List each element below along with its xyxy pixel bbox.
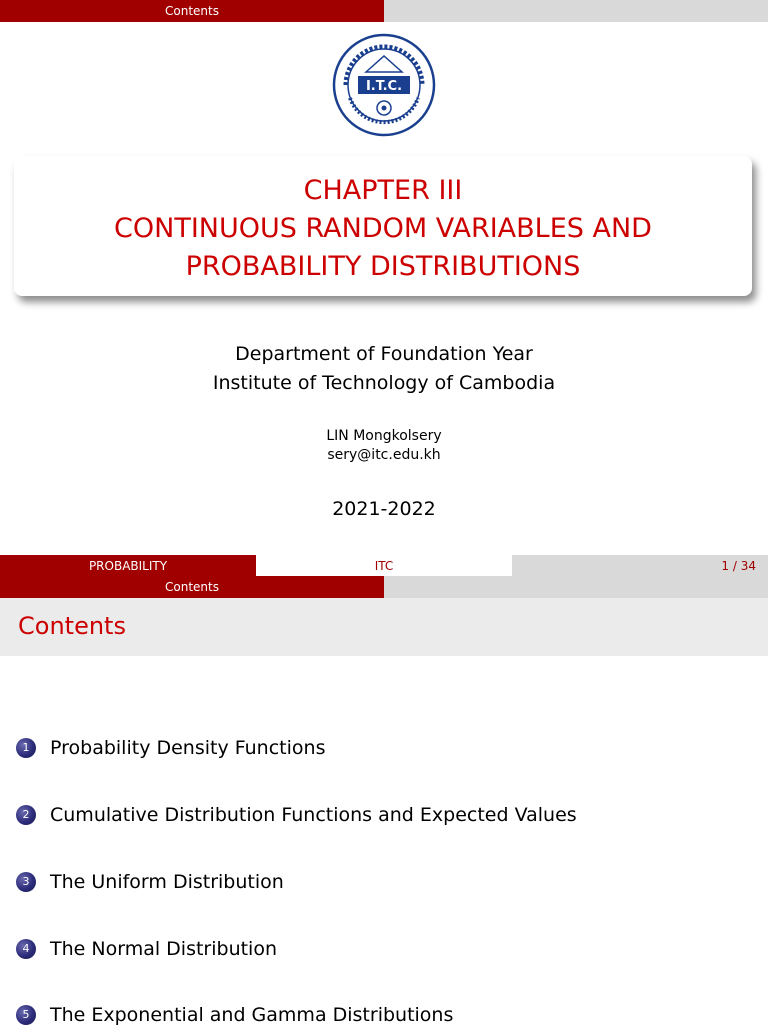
toc-label-5: The Exponential and Gamma Distributions (50, 1004, 454, 1026)
toc-label-4: The Normal Distribution (50, 938, 278, 960)
slide-footer-bar (0, 555, 768, 577)
institute-name: Institute of Technology of Cambodia (212, 372, 556, 394)
department-name: Department of Foundation Year (235, 343, 533, 365)
toc-item-5[interactable] (16, 997, 453, 1033)
toc-item-3[interactable] (16, 864, 284, 900)
chapter-number: CHAPTER III (303, 175, 463, 206)
chapter-title-line-1: CONTINUOUS RANDOM VARIABLES AND (114, 213, 652, 244)
author-name: LIN Mongkolsery (326, 428, 442, 444)
frame-title-bar (0, 598, 768, 656)
toc-item-4[interactable] (16, 931, 277, 967)
toc-number-5: 5 (16, 1005, 36, 1025)
footer-institute: ITC (256, 555, 512, 577)
header-section-label-2[interactable]: Contents (0, 576, 384, 598)
author-email: sery@itc.edu.kh (327, 447, 441, 463)
header-subsection-area (384, 0, 768, 22)
chapter-title-line-2: PROBABILITY DISTRIBUTIONS (185, 251, 581, 282)
chapter-title-box (14, 156, 752, 296)
toc-number-3: 3 (16, 872, 36, 892)
toc-item-1[interactable] (16, 730, 325, 766)
institution-block (0, 340, 768, 398)
footer-page-number: 1 / 34 (512, 555, 768, 577)
author-block (0, 427, 768, 465)
itc-logo-icon (332, 32, 436, 138)
toc-item-2[interactable] (16, 797, 577, 833)
slide-header-bar-2 (0, 576, 768, 598)
toc-label-2: Cumulative Distribution Functions and Expected Values (50, 804, 577, 826)
toc-label-3: The Uniform Distribution (50, 871, 284, 893)
toc-label-1: Probability Density Functions (50, 737, 326, 759)
toc-number-2: 2 (16, 805, 36, 825)
footer-course-name: PROBABILITY (0, 555, 256, 577)
toc-number-1: 1 (16, 738, 36, 758)
frame-title: Contents (18, 612, 126, 640)
header-subsection-area-2 (384, 576, 768, 598)
toc-number-4: 4 (16, 939, 36, 959)
slide-header-bar (0, 0, 768, 22)
header-section-label[interactable]: Contents (0, 0, 384, 22)
svg-text:I.T.C.: I.T.C. (365, 79, 403, 94)
academic-year: 2021-2022 (332, 498, 436, 520)
